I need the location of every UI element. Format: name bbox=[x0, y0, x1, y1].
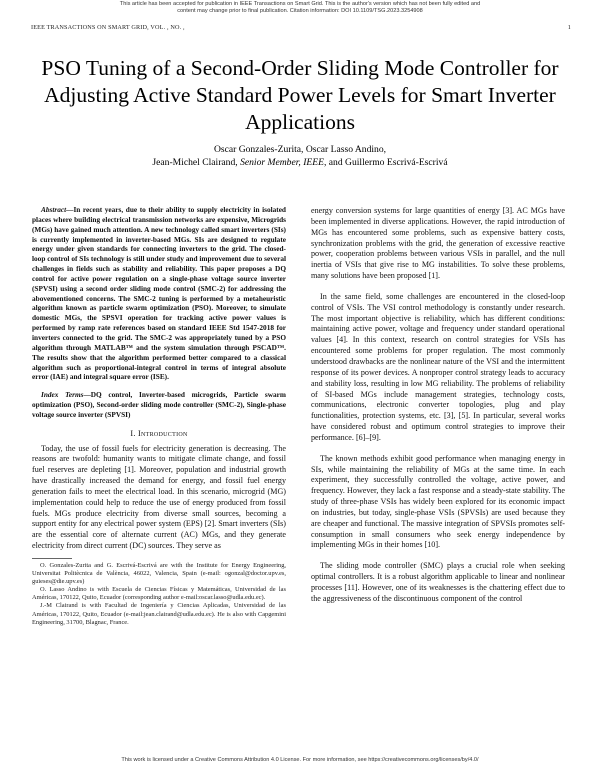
right-paragraph-3: The known methods exhibit good performance when managing energy in SIs, while maintaining the reliability of MGs at the same time. In each experiment, they successfully controlled the voltage, active power, and frequency. However, they lack a fast response and a steady-state stability. The study of three-phase VSIs has widely been explored for its economic impact on industries, but today, single-phase VSIs (SPVSIs) are used because they are cheaper and functional. The massive integration of SPVSIs promotes self-consumption in small consumers who seek energy independence by implementing MGs in their homes [10]. bbox=[311, 453, 565, 550]
footnotes bbox=[32, 562, 286, 627]
author-list bbox=[60, 143, 540, 169]
left-column bbox=[32, 205, 286, 627]
publication-notice bbox=[0, 1, 600, 16]
right-paragraph-4: The sliding mode controller (SMC) plays a crucial role when seeking optimal controllers. It is a robust algorithm applicable to linear and nonlinear processes [11]. However, one of its weaknesses is the chattering effect due to the aggressiveness of the discontinuous component of the control bbox=[311, 561, 565, 603]
journal-name: IEEE TRANSACTIONS ON SMART GRID, VOL. , NO. , bbox=[31, 24, 185, 31]
index-terms-text: —DQ control, Inverter-based microgrids, Particle swarm optimization (PSO), Second-order sliding mode controller (SMC-2), Single-phase voltage source inverter (SPVSI) bbox=[32, 390, 286, 419]
paper-title: PSO Tuning of a Second-Order Sliding Mode Controller for Adjusting Active Standard Power Levels for Smart Inverter Applications bbox=[41, 56, 559, 134]
authors-line-2: Jean-Michel Clairand, Senior Member, IEEE, and Guillermo Escrivá-Escrivá bbox=[152, 157, 448, 168]
abstract-lead: Abstract bbox=[41, 205, 67, 214]
right-paragraph-2: In the same field, some challenges are encountered in the closed-loop control of VSIs. The VSI control methodology is constantly under research. The most important objective is reliability, which has different conditions: maintaining active power, voltage and frequency under standard operational values [4]. In this context, research on control strategies for VSIs has encountered some problems for proper regulation. The most commonly understood drawbacks are the nonlinear nature of the VSI and the intermittent response of its power devices. A nonproper control strategy leads to accuracy and stability loss, resulting in low MG reliability. The problems of reliability of SI-based MGs include management strategies, technology costs, communications, electronic converter topologies, plug and play functionalities, protection systems, etc. [3], [5]. In particular, several works have considered robust and optimum control strategies to improve their performance. [6]–[9]. bbox=[311, 291, 565, 442]
intro-paragraph-1: Today, the use of fossil fuels for electricity generation is decreasing. The reasons are twofold: humanity wants to mitigate climate change, and fossil fuel reserves are depleting [1]. Moreover, population and industrial growth have drastically increased the demand for energy, and fossil fuel energy generation fails to meet the electrical load. In this scenario, microgrid (MG) implementation could help to reduce the use of energy produced from fossil fuels. MGs produce electricity from diverse small sources, becoming a support entity for any electrical power system (EPS) [2]. Smart inverters (SIs) are the essential core of alternate current (AC) MGs, and they generate electricity from direct current (DC) sources. They serve as bbox=[32, 443, 286, 551]
abstract bbox=[32, 205, 286, 382]
license-footer: This work is licensed under a Creative Commons Attribution 4.0 License. For more information, see https://creativecommons.org/licenses/by/4.0/ bbox=[121, 757, 479, 763]
footnote-3: J.-M Clairand is with Facultad de Ingeniería y Ciencias Aplicadas, Universidad de las Américas, 170122, Quito, Ecuador (e-mail:jean.clairand@udla.edu.ec). He is also with Capgemini Engineering, 31700, Blagnac, France. bbox=[32, 602, 286, 626]
index-terms bbox=[32, 390, 286, 420]
right-column bbox=[311, 206, 565, 605]
running-head bbox=[31, 24, 571, 31]
notice-line-2: content may change prior to final publication. Citation information: DOI 10.1109/TSG.2023.3254908 bbox=[177, 8, 423, 15]
footnote-rule bbox=[32, 558, 72, 559]
footnote-1: O. Gonzales-Zurita and G. Escrivá-Escrivá are with the Institute for Energy Engineering, Universitat Politècnica de València, 46022, Valencia, Spain (e-mail: ogonzal@doctor.upv.es, guieses@die.upv.es) bbox=[32, 562, 286, 586]
right-paragraph-1: energy conversion systems for large quantities of energy [3]. AC MGs have been implemented in diverse applications. However, the rapid introduction of MGs has encountered some problems, such as expensive battery costs, synchronization problems with the grid, the generation of excessive reactive power, cooperation problems between various VSIs in parallel, and the null inertia of VSIs that give rise to MG instabilities. To solve these problems, many solutions have been proposed [1]. bbox=[311, 206, 565, 281]
section-heading-introduction: I. Introduction bbox=[130, 428, 188, 438]
notice-line-1: This article has been accepted for publication in IEEE Transactions on Smart Grid. This is the author's version which has not been fully edited and bbox=[119, 1, 481, 7]
abstract-text: —In recent years, due to their ability to supply electricity in isolated places where building electrical transmission networks are expensive, Microgrids (MGs) have gained much attention. A new technology called smart inverters (SIs) is currently implemented in inverter-based MGs. SIs are designed to regulate energy under given standards for connecting inverters to the grid. The closed-loop control of SIs technology is still under study and improvement due to several challenges in fields such as stability and reliability. This paper proposes a DQ control for active power regulation on a single-phase voltage source inverter (SPVSI) using a second order sliding mode control (SMC-2) for addressing the abovementioned concerns. The SMC-2 tuning is performed by a metaheuristic algorithm known as particle swarm optimization (PSO). Moreover, to simulate domestic MGs, the SPSVI operation for tracking active power values is performed by ramp rate references based on standard IEEE Std 1547-2018 for inverters connected to the grid. The SMC-2 was appropriately tuned by a PSO algorithm through MATLAB™ and the system simulation through PSCAD™. The results show that the algorithm performed better compared to a classical algorithm such as proportional-integral control in terms of integral absolute error (IAE) and integral square error (ISE). bbox=[32, 205, 286, 382]
authors-line-1: Oscar Gonzales-Zurita, Oscar Lasso Andino, bbox=[213, 144, 387, 155]
footnote-2: O. Lasso Andino is with Escuela de Ciencias Físicas y Matemáticas, Universidad de las Américas, 170122, Quito, Ecuador (corresponding author e-mail:oscar.lasso@udla.edu.ec). bbox=[32, 586, 286, 602]
index-terms-lead: Index Terms bbox=[41, 390, 84, 400]
page-number: 1 bbox=[567, 24, 571, 31]
